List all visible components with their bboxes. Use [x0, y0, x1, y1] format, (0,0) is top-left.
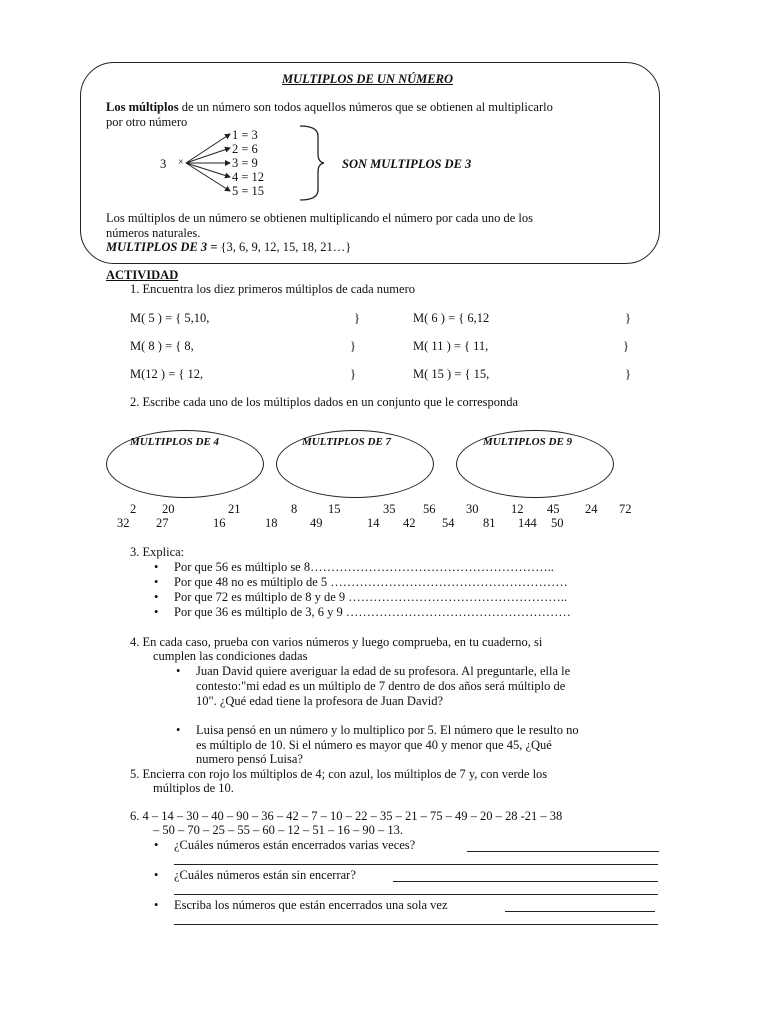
set-label-4: MULTIPLOS DE 4: [130, 436, 220, 448]
question-1: 1. Encuentra los diez primeros múltiplos de cada numero: [130, 282, 415, 296]
set-label: MULTIPLOS DE 3 =: [106, 240, 218, 254]
intro-rest: de un número son todos aquellos números que se obtienen al multiplicarlo: [178, 100, 553, 114]
answer-line[interactable]: [393, 881, 658, 882]
q6-item: • ¿Cuáles números están sin encerrar?: [174, 868, 356, 883]
intro-bold: Los múltiplos: [106, 100, 179, 114]
answer-line[interactable]: [174, 864, 658, 865]
answer-line[interactable]: [174, 924, 658, 925]
number: 24: [585, 502, 598, 516]
number: 81: [483, 516, 496, 530]
number: 50: [551, 516, 564, 530]
q4-item-a-line-1: • Juan David quiere averiguar la edad de su profesora. Al preguntarle, ella le: [196, 664, 570, 679]
mult-row-5: 5 = 15: [232, 184, 265, 198]
m6-set: M( 6 ) = { 6,12: [413, 311, 490, 325]
m15-set: M( 15 ) = { 15,: [413, 367, 490, 381]
number: 30: [466, 502, 479, 516]
number: 54: [442, 516, 455, 530]
note-line-1: Los múltiplos de un número se obtienen multiplicando el número por cada uno de los: [106, 211, 533, 225]
number: 2: [130, 502, 137, 516]
m12-set: M(12 ) = { 12,: [130, 367, 204, 381]
number: 20: [162, 502, 175, 516]
m5-close: }: [354, 311, 360, 325]
mult-row-1: 1 = 3: [232, 128, 258, 142]
q3-item: • Por que 56 es múltiplo se 8…………………………………………………..: [174, 560, 554, 575]
base-number: 3: [160, 157, 167, 171]
m11-set: M( 11 ) = { 11,: [413, 339, 489, 353]
question-5-line-1: 5. Encierra con rojo los múltiplos de 4; con azul, los múltiplos de 7 y, con verde los: [130, 767, 548, 781]
q4-item-b-line-1: • Luisa pensó en un número y lo multiplico por 5. El número que le resulto no: [196, 723, 579, 738]
mult-row-4: 4 = 12: [232, 170, 265, 184]
number: 45: [547, 502, 560, 516]
q3-item: • Por que 36 es múltiplo de 3, 6 y 9 ………………………………………………: [174, 605, 571, 620]
number: 35: [383, 502, 396, 516]
q3-item: • Por que 72 es múltiplo de 8 y de 9 ……………………………………………..: [174, 590, 567, 605]
number: 56: [423, 502, 436, 516]
number: 21: [228, 502, 241, 516]
m11-close: }: [623, 339, 629, 353]
number: 27: [156, 516, 169, 530]
m12-close: }: [350, 367, 356, 381]
set-values: {3, 6, 9, 12, 15, 18, 21…}: [217, 240, 352, 254]
curly-brace: [298, 124, 326, 202]
question-2: 2. Escribe cada uno de los múltiplos dados en un conjunto que le corresponda: [130, 395, 519, 409]
page-title: MULTIPLOS DE UN NÚMERO: [282, 72, 453, 86]
number: 42: [403, 516, 416, 530]
set-label-7: MULTIPLOS DE 7: [302, 436, 392, 448]
number: 72: [619, 502, 632, 516]
number: 14: [367, 516, 380, 530]
number: 12: [511, 502, 524, 516]
question-6-line-1: 6. 4 – 14 – 30 – 40 – 90 – 36 – 42 – 7 – 10 – 22 – 35 – 21 – 75 – 49 – 20 – 28 -21 – 38: [130, 809, 563, 823]
m8-close: }: [350, 339, 356, 353]
question-4-line-2: cumplen las condiciones dadas: [153, 649, 308, 663]
number: 18: [265, 516, 278, 530]
question-3: 3. Explica:: [130, 545, 185, 559]
m5-set: M( 5 ) = { 5,10,: [130, 311, 210, 325]
intro-line-2: por otro número: [106, 115, 188, 129]
answer-line[interactable]: [174, 894, 658, 895]
times-sign: ×: [178, 157, 184, 168]
m15-close: }: [625, 367, 631, 381]
q4-item-a-line-2: contesto:"mi edad es un múltiplo de 7 dentro de dos años será múltiplo de: [196, 679, 566, 693]
m8-set: M( 8 ) = { 8,: [130, 339, 194, 353]
q6-item: • ¿Cuáles números están encerrados varias veces?: [174, 838, 415, 853]
number: 144: [518, 516, 537, 530]
answer-line[interactable]: [505, 911, 655, 912]
set-label-9: MULTIPLOS DE 9: [483, 436, 573, 448]
note-line-2: números naturales.: [106, 226, 201, 240]
set-line: [106, 240, 351, 255]
q4-item-b-line-2: es múltiplo de 10. Si el número es mayor que 40 y menor que 45, ¿Qué: [196, 738, 552, 752]
mult-row-3: 3 = 9: [232, 156, 258, 170]
question-4-line-1: 4. En cada caso, prueba con varios números y luego comprueba, en tu cuaderno, si: [130, 635, 543, 649]
q3-item: • Por que 48 no es múltiplo de 5 …………………………………………………: [174, 575, 568, 590]
actividad-heading: ACTIVIDAD: [106, 268, 179, 282]
arrows-diagram: [184, 128, 234, 198]
question-5-line-2: múltiplos de 10.: [153, 781, 234, 795]
q4-item-a-line-3: 10". ¿Qué edad tiene la profesora de Juan David?: [196, 694, 444, 708]
number: 8: [291, 502, 298, 516]
q6-item: • Escriba los números que están encerrados una sola vez: [174, 898, 448, 913]
question-6-line-2: – 50 – 70 – 25 – 55 – 60 – 12 – 51 – 16 – 90 – 13.: [153, 823, 403, 837]
number: 49: [310, 516, 323, 530]
son-multiplos-label: SON MULTIPLOS DE 3: [342, 157, 472, 171]
mult-row-2: 2 = 6: [232, 142, 258, 156]
intro-line-1: [106, 100, 553, 115]
m6-close: }: [625, 311, 631, 325]
number: 15: [328, 502, 341, 516]
q4-item-b-line-3: numero pensó Luisa?: [196, 752, 303, 766]
number: 32: [117, 516, 130, 530]
answer-line[interactable]: [467, 851, 659, 852]
number: 16: [213, 516, 226, 530]
